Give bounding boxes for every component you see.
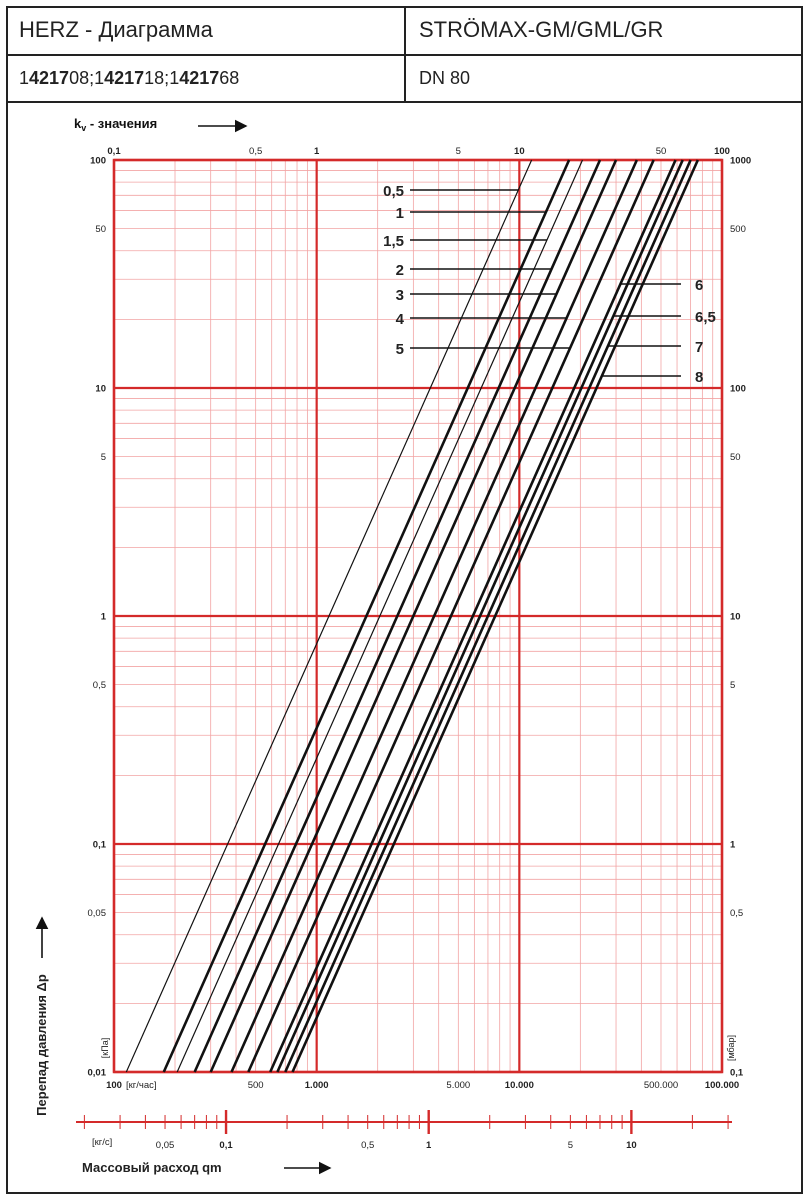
code-1-bold: 4217: [29, 68, 70, 88]
code-1-post: 08;: [69, 68, 95, 88]
mass-flow-tick-label: 0,05: [155, 1140, 175, 1151]
series-label: 5: [395, 341, 404, 358]
series-label: 7: [695, 339, 704, 356]
left-axis-tick-label: 0,5: [92, 680, 106, 692]
right-axis-tick-label: 10: [730, 611, 741, 623]
right-axis-tick-label: 1000: [730, 155, 752, 167]
right-axis-tick-label: 0,1: [730, 1067, 744, 1079]
series-label: 1,5: [383, 233, 404, 250]
code-2-pre: 1: [94, 68, 105, 88]
code-2-post: 18;: [144, 68, 170, 88]
left-axis-tick-label: 100: [90, 155, 106, 167]
series-label: 1: [395, 205, 404, 222]
top-axis-tick-label: 0,1: [107, 146, 121, 157]
series-label: 4: [395, 311, 404, 328]
y-axis-title: Перепад давления Δp: [34, 974, 49, 1116]
code-3-pre: 1: [169, 68, 180, 88]
x-axis-title: Массовый расход qm: [82, 1160, 222, 1175]
left-axis-tick-label: 5: [100, 452, 106, 464]
right-axis-unit: [мбар]: [726, 1034, 736, 1062]
left-axis-tick-label: 10: [95, 383, 106, 395]
left-axis-tick-label: 50: [95, 224, 106, 236]
nominal-diameter: DN 80: [419, 68, 471, 88]
top-axis-tick-label: 0,5: [249, 146, 263, 157]
series-label: 0,5: [383, 183, 404, 200]
x-axis-tick-label: 1.000: [304, 1080, 329, 1091]
x-axis-tick-label: 100: [106, 1080, 122, 1091]
top-axis-tick-label: 1: [314, 146, 320, 157]
top-axis-tick-label: 10: [514, 146, 525, 157]
series-label: 6,5: [695, 309, 716, 326]
x-axis-tick-label: 5.000: [446, 1080, 471, 1091]
top-axis-title: $k_v$ - значения: [74, 116, 158, 133]
left-axis-tick-label: 0,1: [92, 839, 106, 851]
series-label: 3: [395, 287, 404, 304]
mass-flow-tick-label: 0,1: [219, 1140, 233, 1151]
series-label: 6: [695, 277, 704, 294]
code-1-pre: 1: [19, 68, 30, 88]
mass-flow-tick-label: 5: [567, 1140, 574, 1151]
right-axis-tick-label: 100: [730, 383, 746, 395]
code-3-post: 68: [219, 68, 240, 88]
diagram-title: HERZ - Диаграмма: [6, 6, 406, 54]
right-axis-tick-label: 0,5: [730, 908, 744, 920]
right-axis-tick-label: 1: [730, 839, 736, 851]
mass-flow-unit: [кг/с]: [92, 1137, 113, 1148]
x-axis-tick-label: 500.000: [643, 1080, 679, 1091]
right-axis-tick-label: 500: [730, 224, 746, 236]
x-axis-tick-label: 10.000: [504, 1080, 534, 1091]
series-label: 8: [695, 369, 704, 386]
code-3-bold: 4217: [179, 68, 220, 88]
top-axis-tick-label: 50: [655, 146, 667, 157]
x-axis-tick-label: 500: [247, 1080, 264, 1091]
top-axis-tick-label: 5: [455, 146, 461, 157]
top-axis-tick-label: 100: [714, 146, 730, 157]
mass-flow-tick-label: 10: [626, 1140, 637, 1151]
left-axis-tick-label: 0,05: [87, 908, 106, 920]
x-axis-tick-label: 100.000: [704, 1080, 740, 1091]
right-axis-tick-label: 5: [730, 680, 736, 692]
mass-flow-tick-label: 0,5: [361, 1140, 375, 1151]
series-label: 2: [395, 262, 404, 279]
left-axis-tick-label: 0,01: [87, 1067, 106, 1079]
product-name: STRÖMAX-GM/GML/GR: [419, 17, 664, 42]
mass-flow-tick-label: 1: [426, 1140, 432, 1151]
code-2-bold: 4217: [104, 68, 145, 88]
right-axis-tick-label: 50: [730, 452, 741, 464]
x-axis-unit: [кг/час]: [126, 1080, 157, 1091]
left-axis-unit: [кПа]: [100, 1037, 110, 1059]
left-axis-tick-label: 1: [100, 611, 106, 623]
